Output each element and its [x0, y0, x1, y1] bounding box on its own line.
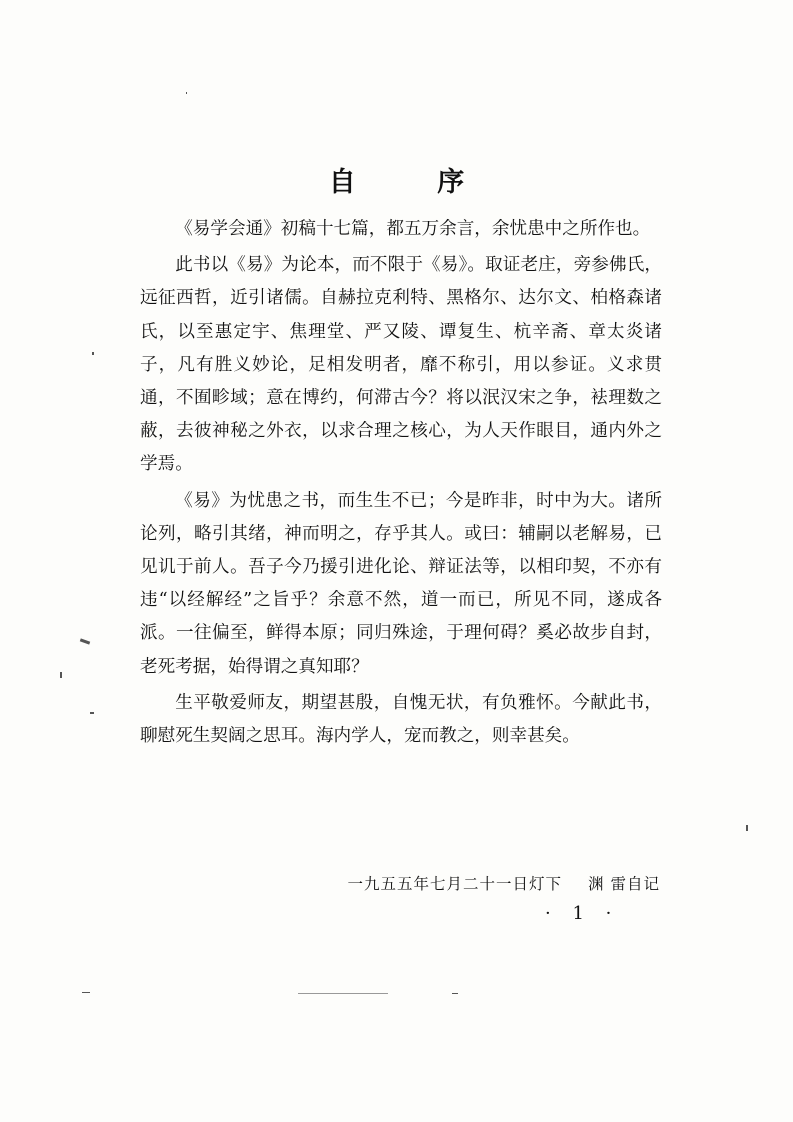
paragraph-1: 《易学会通》初稿十七篇，都五万余言，余忧患中之所作也。	[175, 219, 651, 239]
page-number: · 1 ·	[545, 903, 620, 924]
scan-speck	[186, 92, 187, 94]
signature-date: 一九五五年七月二十一日灯下	[347, 875, 563, 893]
page-title: 自 序	[328, 167, 501, 198]
preface-body	[140, 213, 662, 753]
paragraph-4: 生平敬爱师友，期望甚殷，自愧无状，有负雅怀。今献此书，聊慰死生契阔之思耳。海内学人，宠而教之，则幸甚矣。	[140, 692, 662, 747]
scan-speck	[92, 352, 94, 355]
scan-speck	[746, 825, 748, 831]
scan-speck	[82, 992, 90, 993]
scan-speck	[298, 993, 388, 994]
scan-speck	[80, 638, 90, 644]
signature-line	[348, 872, 660, 894]
paragraph-2: 此书以《易》为论本，而不限于《易》。取证老庄，旁参佛氏，远征西哲，近引诸儒。自赫拉克利特、黑格尔、达尔文、柏格森诸氏，以至惠定宇、焦理堂、严又陵、谭复生、杭辛斋、章太炎诸子，凡有胜义妙论，足相发明者，靡不称引，用以参证。义求贯通，不囿畛域；意在博约，何滞古今？将以泯汉宋之争，袪理数之蔽，去彼神秘之外衣，以求合理之核心，为人天作眼目，通内外之学焉。	[140, 255, 662, 475]
signature-author: 渊 雷自记	[588, 875, 660, 893]
scan-speck	[452, 993, 458, 994]
scan-speck	[90, 712, 94, 714]
paragraph-3: 《易》为忧患之书，而生生不已；今是昨非，时中为大。诸所论列，略引其绪，神而明之，存乎其人。或曰：辅嗣以老解易，已见讥于前人。吾子今乃援引进化论、辩证法等，以相印契，不亦有违“以经解经”之旨乎？余意不然，道一而已，所见不同，遂成各派。一往偏至，鲜得本原；同归殊途，于理何碍？奚必故步自封，老死考据，始得谓之真知耶？	[140, 490, 662, 677]
scan-speck	[60, 672, 62, 678]
